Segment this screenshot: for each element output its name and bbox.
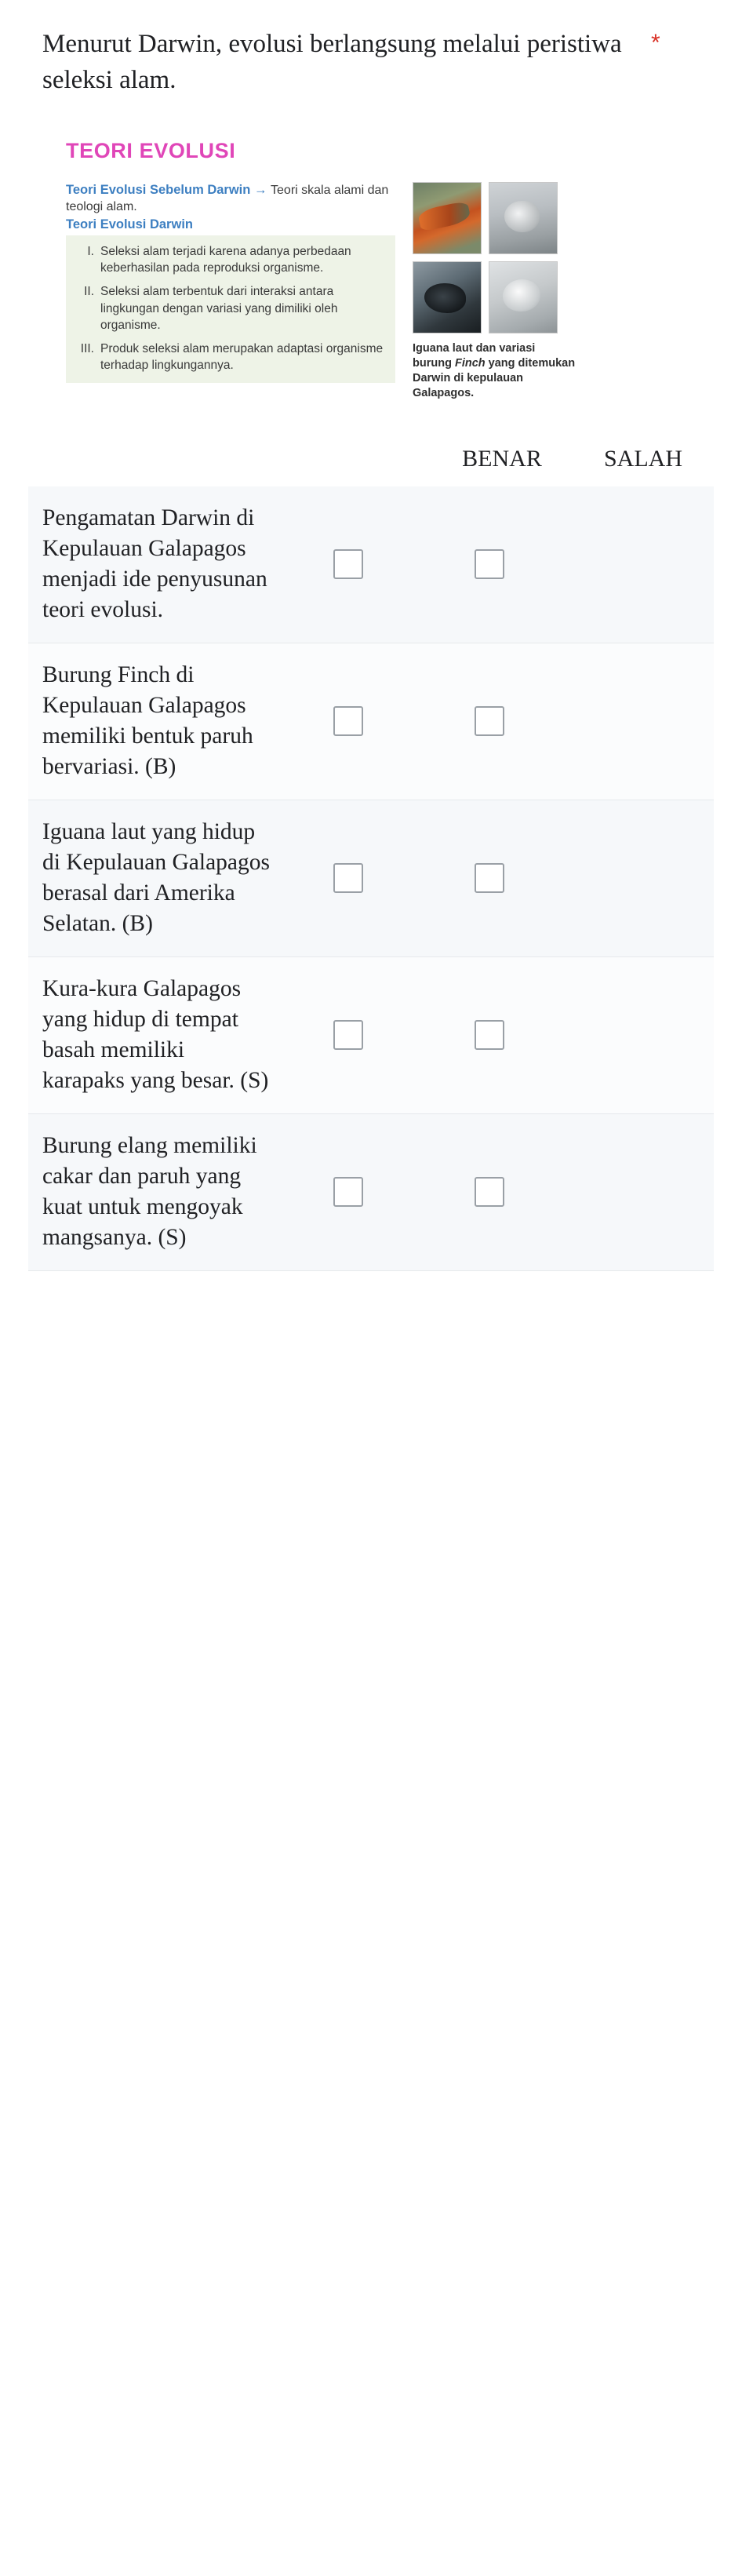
required-asterisk: *: [651, 30, 660, 56]
checkbox-grid: [0, 438, 742, 1271]
list-item-number: III.: [80, 341, 94, 355]
row-label: Iguana laut yang hidup di Kepulauan Galapagos berasal dari Amerika Selatan. (B): [42, 819, 270, 936]
list-item: [74, 283, 386, 333]
list-item-text: Seleksi alam terbentuk dari interaksi antara lingkungan dengan variasi yang dimiliki oleh organisme.: [100, 285, 338, 332]
figure-body: [66, 182, 700, 402]
darwin-heading: Teori Evolusi Darwin: [66, 217, 193, 232]
cell-benar-2[interactable]: [278, 706, 419, 736]
column-header-salah: SALAH: [603, 445, 682, 472]
finch-light-photo: [489, 261, 558, 333]
before-darwin-text: Teori skala alami dan teologi alam.: [66, 184, 389, 214]
list-item-number: II.: [84, 285, 94, 299]
cell-benar-1[interactable]: [278, 549, 419, 579]
marine-iguana-photo: [413, 182, 482, 254]
grid-row-5: [28, 1114, 714, 1271]
checkbox-benar-row3[interactable]: [333, 863, 363, 893]
checkbox-salah-row3[interactable]: [475, 863, 504, 893]
checkbox-salah-row5[interactable]: [475, 1177, 504, 1207]
question-header: [0, 0, 742, 98]
darwin-points-list: [66, 235, 395, 383]
finch-dark-photo: [413, 261, 482, 333]
cell-salah-5[interactable]: [419, 1177, 560, 1207]
cell-salah-4[interactable]: [419, 1020, 560, 1050]
list-item-number: I.: [87, 245, 94, 259]
grid-row-2: [28, 643, 714, 800]
checkbox-salah-row2[interactable]: [475, 706, 504, 736]
cell-salah-3[interactable]: [419, 863, 560, 893]
cell-benar-3[interactable]: [278, 863, 419, 893]
list-item-text: Seleksi alam terjadi karena adanya perbedaan keberhasilan pada reproduksi organisme.: [100, 245, 351, 275]
checkbox-benar-row5[interactable]: [333, 1177, 363, 1207]
row-label: Burung elang memiliki cakar dan paruh yang kuat untuk mengoyak mangsanya. (S): [42, 1133, 257, 1250]
cell-salah-2[interactable]: [419, 706, 560, 736]
cell-benar-4[interactable]: [278, 1020, 419, 1050]
checkbox-salah-row1[interactable]: [475, 549, 504, 579]
list-item: [74, 341, 386, 373]
figure-caption: [413, 341, 577, 402]
grid-row-4: [28, 957, 714, 1114]
caption-italic-word: Finch: [454, 357, 486, 370]
figure-photo-column: [395, 182, 700, 402]
finch-gray-photo: [489, 182, 558, 254]
figure-title: TEORI EVOLUSI: [66, 139, 236, 163]
cell-benar-5[interactable]: [278, 1177, 419, 1207]
checkbox-benar-row2[interactable]: [333, 706, 363, 736]
checkbox-benar-row1[interactable]: [333, 549, 363, 579]
column-header-benar: BENAR: [462, 445, 542, 472]
cell-salah-1[interactable]: [419, 549, 560, 579]
row-label: Pengamatan Darwin di Kepulauan Galapagos menjadi ide penyusunan teori evolusi.: [42, 505, 267, 622]
grid-row-3: [28, 800, 714, 957]
row-label: Kura-kura Galapagos yang hidup di tempat basah memiliki karapaks yang besar. (S): [42, 976, 269, 1093]
row-label: Burung Finch di Kepulauan Galapagos memiliki bentuk paruh bervariasi. (B): [42, 662, 253, 779]
checkbox-salah-row4[interactable]: [475, 1020, 504, 1050]
before-darwin-heading: [66, 182, 395, 215]
evolution-theory-figure: [0, 139, 742, 402]
question-title: Menurut Darwin, evolusi berlangsung melalui peristiwa seleksi alam.: [42, 30, 622, 94]
grid-column-headers: [28, 438, 714, 486]
photo-grid: [413, 182, 558, 333]
arrow-icon: →: [253, 183, 267, 198]
caption-part-two: yang ditemukan Darwin di kepulauan Galapagos.: [413, 357, 576, 400]
before-darwin-heading-label: Teori Evolusi Sebelum Darwin: [66, 183, 251, 198]
checkbox-benar-row4[interactable]: [333, 1020, 363, 1050]
list-item: [74, 243, 386, 276]
figure-text-column: [66, 182, 395, 383]
grid-row-1: [28, 486, 714, 643]
list-item-text: Produk seleksi alam merupakan adaptasi organisme terhadap lingkungannya.: [100, 341, 384, 372]
caption-part-one: Iguana laut dan variasi burung: [413, 342, 536, 370]
